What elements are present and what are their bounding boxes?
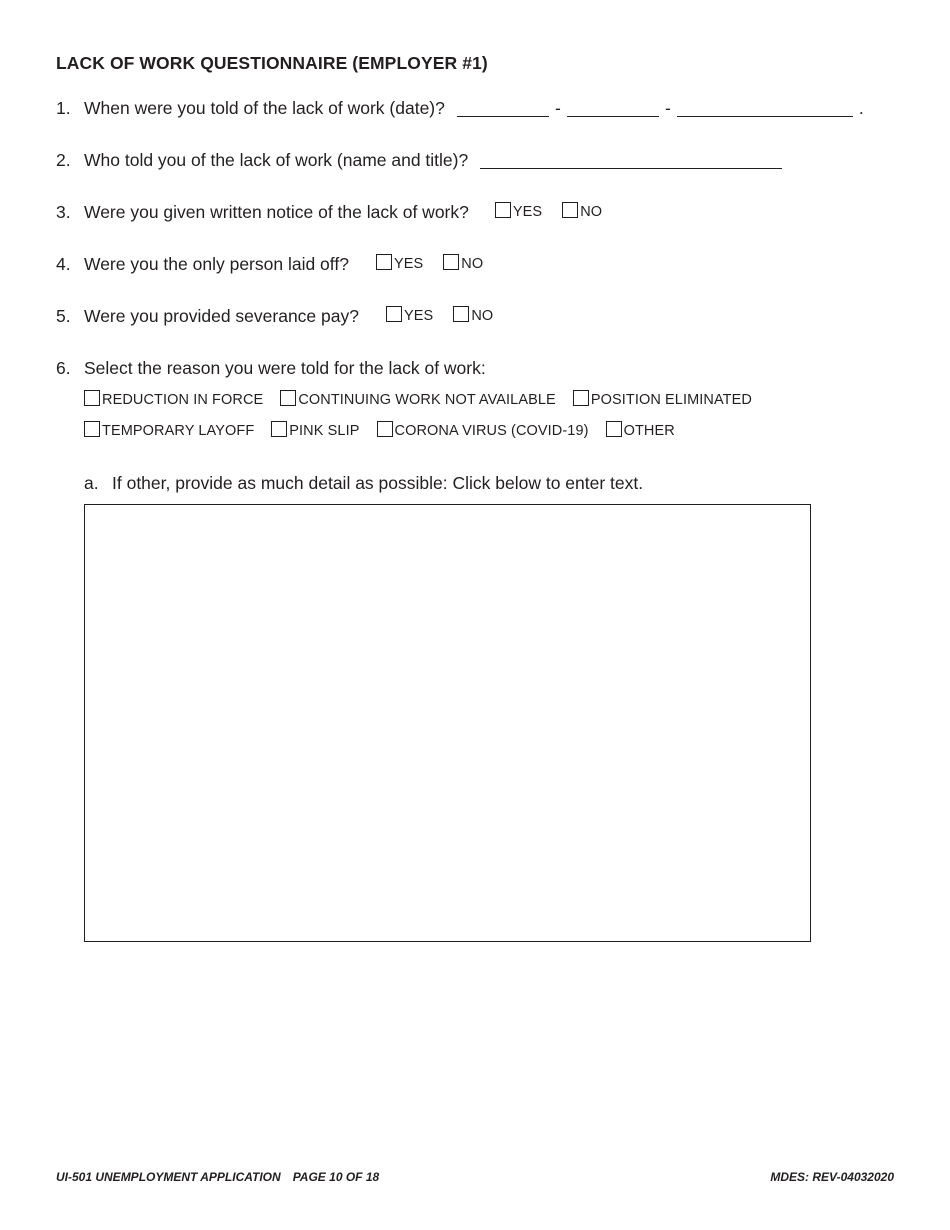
option-label: REDUCTION IN FORCE: [102, 392, 264, 408]
checkbox[interactable]: [271, 421, 287, 437]
reason-options-row-1: [84, 389, 752, 411]
question-number: 2.: [56, 149, 71, 170]
sub-question-text: If other, provide as much detail as possible: Click below to enter text.: [112, 472, 644, 493]
checkbox[interactable]: [573, 390, 589, 406]
question-4: [56, 251, 483, 277]
reason-pink-slip-option[interactable]: [271, 423, 359, 439]
option-label: CONTINUING WORK NOT AVAILABLE: [298, 392, 556, 408]
option-label: YES: [512, 204, 543, 220]
question-5: [56, 303, 493, 329]
question-number: 3.: [56, 201, 71, 222]
date-year-field[interactable]: [677, 102, 853, 117]
question-1: [56, 95, 864, 121]
option-label: CORONA VIRUS (COVID-19): [394, 423, 589, 439]
question-2: [56, 147, 782, 173]
reason-continuing-work-option[interactable]: [280, 392, 556, 408]
question-text: When were you told of the lack of work (date)?: [84, 97, 445, 118]
checkbox[interactable]: [377, 421, 393, 437]
reason-reduction-in-force-option[interactable]: [84, 392, 263, 408]
question-6: [56, 355, 486, 381]
question-3: [56, 199, 602, 225]
checkbox[interactable]: [376, 254, 392, 270]
option-label: YES: [393, 256, 424, 272]
option-label: NO: [471, 308, 494, 324]
option-label: OTHER: [623, 423, 675, 439]
checkbox[interactable]: [280, 390, 296, 406]
option-label: YES: [403, 308, 434, 324]
reason-position-eliminated-option[interactable]: [573, 392, 752, 408]
question-text: Were you provided severance pay?: [84, 305, 359, 326]
question-text: Who told you of the lack of work (name and title)?: [84, 149, 469, 170]
question-6a: [84, 470, 643, 496]
form-name: UI-501 UNEMPLOYMENT APPLICATION: [56, 1170, 281, 1184]
option-label: POSITION ELIMINATED: [590, 392, 752, 408]
checkbox[interactable]: [495, 202, 511, 218]
option-label: TEMPORARY LAYOFF: [102, 423, 255, 439]
question-number: 6.: [56, 357, 71, 378]
written-notice-no-option[interactable]: [562, 204, 602, 220]
reason-other-option[interactable]: [606, 423, 675, 439]
question-number: 4.: [56, 253, 71, 274]
date-separator: -: [664, 97, 671, 118]
name-title-field[interactable]: [480, 154, 782, 169]
question-text: Were you given written notice of the lack of work?: [84, 201, 469, 222]
checkbox[interactable]: [386, 306, 402, 322]
reason-options-row-2: [84, 420, 675, 442]
page-title: LACK OF WORK QUESTIONNAIRE (EMPLOYER #1): [56, 53, 488, 73]
reason-temporary-layoff-option[interactable]: [84, 423, 254, 439]
question-text: Select the reason you were told for the lack of work:: [84, 357, 486, 378]
severance-no-option[interactable]: [453, 308, 493, 324]
page-number: PAGE 10 OF 18: [292, 1170, 380, 1184]
question-number: 5.: [56, 305, 71, 326]
checkbox[interactable]: [84, 390, 100, 406]
sub-question-letter: a.: [84, 472, 99, 493]
checkbox[interactable]: [606, 421, 622, 437]
checkbox[interactable]: [84, 421, 100, 437]
option-label: NO: [461, 256, 484, 272]
date-month-field[interactable]: [457, 102, 549, 117]
date-end-period: .: [858, 97, 864, 118]
written-notice-yes-option[interactable]: [495, 204, 542, 220]
date-day-field[interactable]: [567, 102, 659, 117]
date-separator: -: [554, 97, 561, 118]
footer-left: [56, 1170, 379, 1184]
checkbox[interactable]: [443, 254, 459, 270]
other-detail-textarea[interactable]: [84, 504, 811, 942]
checkbox[interactable]: [562, 202, 578, 218]
reason-covid-option[interactable]: [377, 423, 589, 439]
revision-code: MDES: REV-04032020: [770, 1170, 894, 1184]
option-label: NO: [580, 204, 603, 220]
option-label: PINK SLIP: [289, 423, 360, 439]
only-person-no-option[interactable]: [443, 256, 483, 272]
checkbox[interactable]: [453, 306, 469, 322]
severance-yes-option[interactable]: [386, 308, 433, 324]
question-number: 1.: [56, 97, 71, 118]
only-person-yes-option[interactable]: [376, 256, 423, 272]
question-text: Were you the only person laid off?: [84, 253, 349, 274]
